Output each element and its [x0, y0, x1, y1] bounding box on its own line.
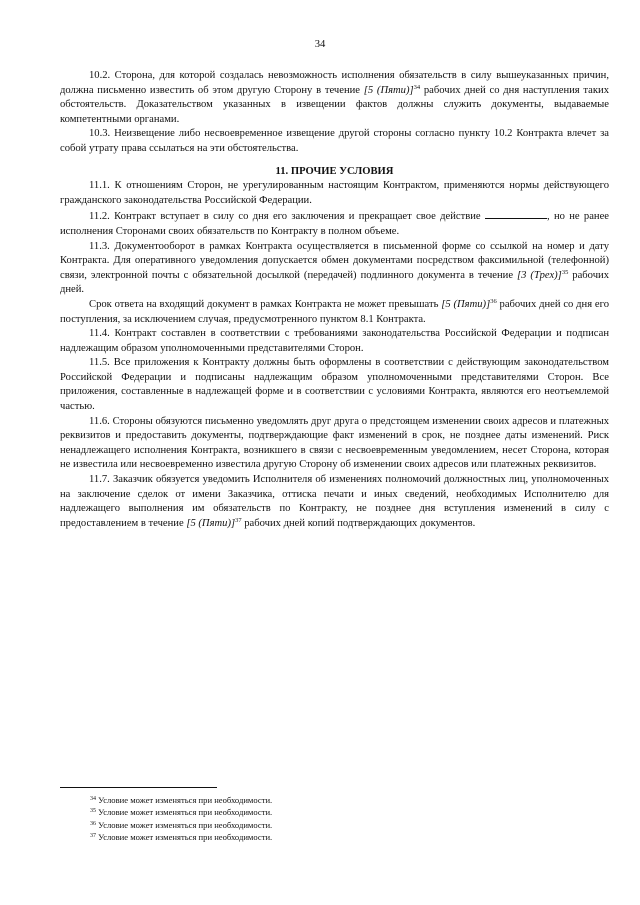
paragraph-11-2: [60, 208, 609, 239]
footnote-separator: [60, 787, 217, 788]
paragraph-text: Срок ответа на входящий документ в рамках Контракта не может превышать: [89, 298, 442, 310]
footnotes: [90, 794, 590, 844]
paragraph-text: 11.3. Документооборот в рамках Контракта осуществляется в письменной форме со ссылкой на номер и дату Контракта. Для оперативного уведомления допускается обмен документами посредством факсимильной (телефонной) связи, электронной почты с обязательной досылкой (передачей) подлинного документа в течение: [60, 240, 609, 281]
footnote-36: [90, 819, 590, 831]
paragraph-text: рабочих дней со дня его поступления, за исключением случая, предусмотренного пунктом 8.1 Контракта.: [60, 298, 609, 325]
footnote-text: Условие может изменяться при необходимости.: [96, 832, 273, 843]
document-body: [60, 69, 609, 531]
footnote-ref[interactable]: 35: [561, 268, 569, 276]
footnote-number: 37: [90, 833, 96, 840]
paragraph-11-1: 11.1. К отношениям Сторон, не урегулированным настоящим Контрактом, применяются нормы действующего гражданского законодательства Российской Федерации.: [60, 180, 609, 206]
paragraph-text: , но не ранее исполнения Сторонами своих обязательств по Контракту в полном объеме.: [60, 211, 609, 237]
footnote-ref[interactable]: 34: [413, 83, 421, 91]
paragraph-10-3: 10.3. Неизвещение либо несвоевременное извещение другой стороны согласно пункту 10.2 Контракта влечет за собой утрату права ссылаться на эти обстоятельства.: [60, 128, 609, 154]
paragraph-11-7: [60, 473, 609, 531]
footnote-number: 36: [90, 820, 96, 827]
paragraph-text: рабочих дней со дня наступления таких обстоятельств. Доказательством указанных в извещении фактов должны служить документы, выдаваемые компетентными органами.: [60, 84, 609, 125]
paragraph-11-6: 11.6. Стороны обязуются письменно уведомлять друг друга о предстоящем изменении своих адресов и платежных реквизитов и предоставить документы, подтверждающие факт изменений в срок, не позднее даты изменений. Риск ненадлежащего исполнения Контракта, возникшего в связи с несвоевременным уведомлением, несет Сторона, которая не известила или несвоевременно известила другую Сторону об изменении своих адресов или платежных реквизитов.: [60, 415, 609, 471]
page-number: 34: [314, 39, 326, 50]
footnote-35: [90, 806, 590, 818]
footnote-text: Условие может изменяться при необходимости.: [96, 795, 273, 805]
paragraph-10-2: [60, 69, 609, 127]
paragraph-11-4: 11.4. Контракт составлен в соответствии с требованиями законодательства Российской Федерации и подписан надлежащим образом уполномоченными представителями Сторон.: [60, 328, 609, 354]
blank-field: [485, 208, 547, 219]
paragraph-text: 10.2. Сторона, для которой создалась невозможность исполнения обязательств в силу вышеуказанных причин, должна письменно известить об этом другую Сторону в течение: [60, 70, 609, 96]
paragraph-response-term: [60, 298, 609, 327]
paragraph-text: 11.7. Заказчик обязуется уведомить Исполнителя об изменениях полномочий должностных лиц, уполномоченных на заключение сделок от имени Заказчика, оттиска печати и иных сведений, необходимых Исполнителю для надлежащего выполнения им обязательств по Контракту, не позднее дня вступления изменений в силу с предоставлением в течение: [60, 474, 609, 529]
footnote-text: Условие может изменяться при необходимости.: [96, 819, 273, 830]
term-placeholder: [3 (Трех)]: [517, 269, 562, 281]
section-title: 11. ПРОЧИЕ УСЛОВИЯ: [275, 165, 394, 177]
term-placeholder: [5 (Пяти)]: [186, 517, 236, 529]
paragraph-11-3: [60, 240, 609, 298]
paragraph-text: рабочих дней копий подтверждающих документов.: [241, 517, 476, 529]
footnote-ref[interactable]: 37: [235, 516, 242, 524]
footnote-number: 34: [90, 796, 96, 802]
footnote-34: [90, 794, 590, 806]
paragraph-text: 11.2. Контракт вступает в силу со дня его заключения и прекращает свое действие: [89, 211, 485, 223]
term-placeholder: [5 (Пяти)]: [441, 298, 491, 310]
footnote-text: Условие может изменяться при необходимости.: [96, 807, 273, 818]
footnote-37: [90, 831, 590, 843]
term-placeholder: [5 (Пяти)]: [363, 84, 414, 96]
paragraph-text: рабочих дней.: [60, 269, 609, 296]
footnote-ref[interactable]: 36: [490, 297, 497, 305]
paragraph-11-5: 11.5. Все приложения к Контракту должны быть оформлены в соответствии с действующим законодательством Российской Федерации и подписаны надлежащим образом уполномоченными представителями Сторон. Все приложения, составленные в надлежащей форме и в соответствии с условиями Контракта, являются его неотъемлемой частью.: [60, 357, 609, 413]
footnote-number: 35: [90, 808, 96, 815]
